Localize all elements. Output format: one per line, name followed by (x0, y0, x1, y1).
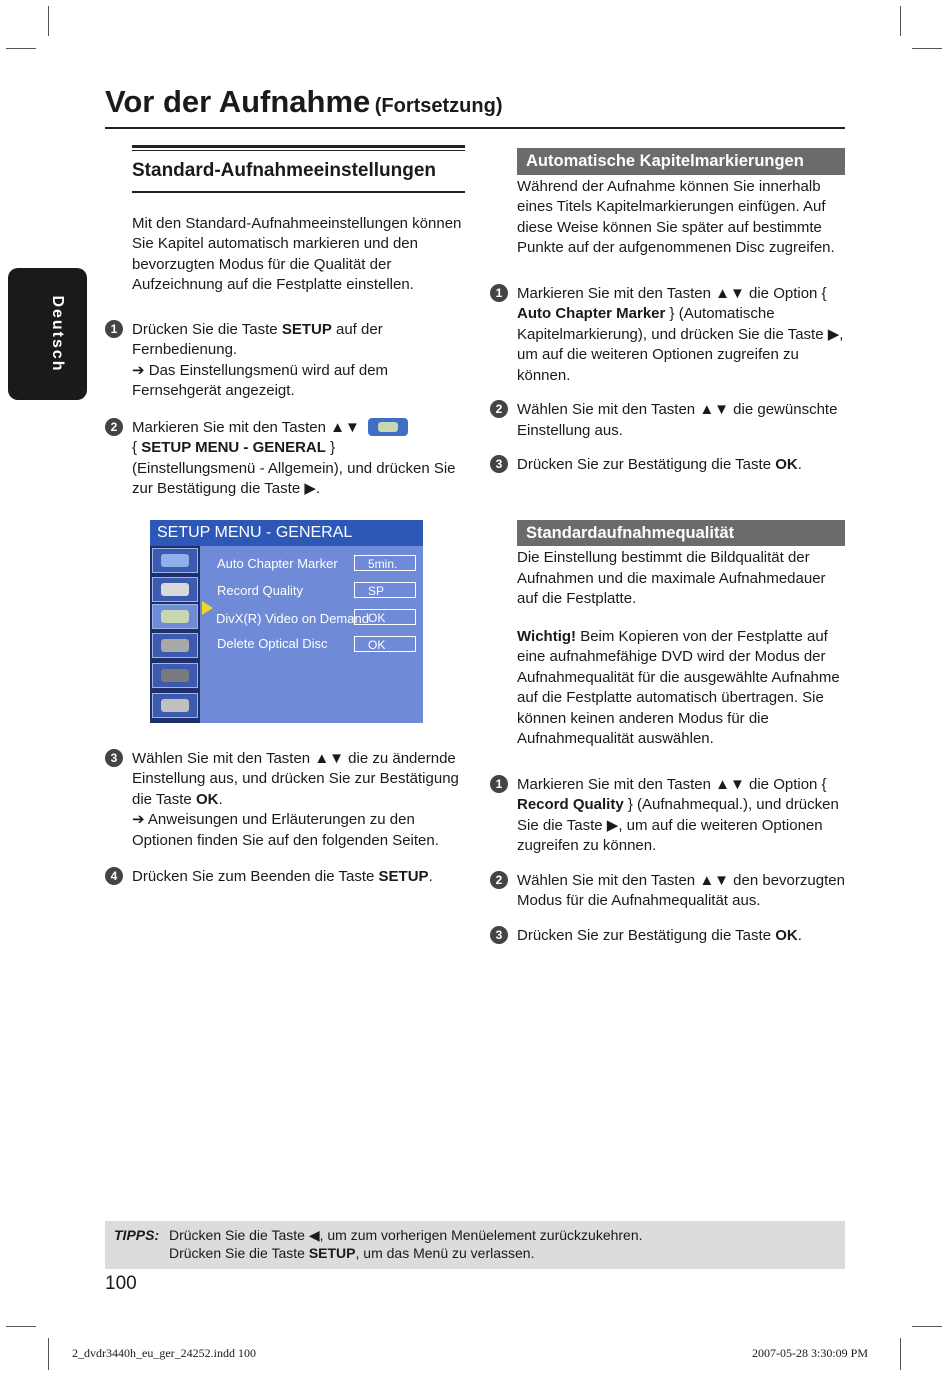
projector-icon (152, 604, 198, 629)
osd-item: DivX(R) Video on Demand (216, 610, 369, 626)
step-number: 4 (105, 867, 123, 885)
osd-value: SP (354, 582, 416, 598)
arrow-icon: ➔ (132, 361, 145, 379)
crop-mark (900, 6, 901, 36)
quality-step-2: 2 Wählen Sie mit den Tasten ▲▼ den bevorzugten Modus für die Aufnahmequalität aus. (490, 871, 845, 912)
crop-mark (48, 1338, 49, 1370)
crop-mark (912, 48, 942, 49)
title-rule (105, 127, 845, 129)
step-number: 3 (490, 926, 508, 944)
step-number: 3 (105, 749, 123, 767)
general-setup-icon (368, 418, 408, 436)
step-4: 4 Drücken Sie zum Beenden die Taste SETUP. (105, 867, 465, 888)
crop-mark (6, 1326, 36, 1327)
tips-text: Drücken Sie die Taste ◀, um zum vorherigen Menüelement zurückzukehren. Drücken Sie die Taste SETUP, um das Menü zu verlassen. (169, 1227, 643, 1261)
clock-icon (152, 577, 198, 602)
left-column (105, 145, 465, 888)
crop-mark (900, 1338, 901, 1370)
setup-menu-screenshot (150, 520, 423, 723)
crop-mark (48, 6, 49, 36)
page-title: Vor der Aufnahme (Fortsetzung) (105, 84, 503, 119)
speaker-icon (152, 633, 198, 658)
osd-header: SETUP MENU - GENERAL (150, 520, 423, 546)
quality-step-3: 3 Drücken Sie zur Bestätigung die Taste OK. (490, 926, 845, 947)
step-number: 3 (490, 455, 508, 473)
osd-item: Record Quality (217, 582, 303, 598)
right-column (490, 148, 845, 946)
step-number: 1 (105, 320, 123, 338)
chapter-step-2: 2 Wählen Sie mit den Tasten ▲▼ die gewünschte Einstellung aus. (490, 400, 845, 441)
quality-step-1: 1 Markieren Sie mit den Tasten ▲▼ die Option { Record Quality } (Aufnahmequal.), und drücken Sie die Taste ▶, um auf die weiteren Optionen zugreifen zu können. (490, 775, 845, 857)
language-tab: Deutsch (8, 268, 87, 400)
chapter-step-3: 3 Drücken Sie zur Bestätigung die Taste OK. (490, 455, 845, 476)
section-heading: Automatische Kapitelmarkierungen (517, 148, 845, 175)
step-number: 1 (490, 775, 508, 793)
step-number: 1 (490, 284, 508, 302)
footer-timestamp: 2007-05-28 3:30:09 PM (752, 1346, 869, 1360)
osd-value: 5min. (354, 555, 416, 571)
intro-text: Mit den Standard-Aufnahmeeinstellungen können Sie Kapitel automatisch markieren und den bevorzugten Modus für die Qualität der Aufzeichnung auf die Festplatte einstellen. (132, 214, 462, 293)
osd-icon-column (150, 546, 200, 723)
important-note: Wichtig! Beim Kopieren von der Festplatte auf eine aufnahmefähige DVD wird der Modus der Aufnahmequalität für die ausgewählte Aufnahme auf die Festplatte automatisch übertragen. Sie können keinen anderen Modus für die Aufnahmequalität auswählen. (517, 627, 840, 747)
section-heading: Standard-Aufnahmeeinstellungen (132, 160, 437, 181)
tips-box (105, 1221, 845, 1269)
tv-icon (152, 663, 198, 688)
osd-value: OK (354, 636, 416, 652)
crop-mark (6, 48, 36, 49)
chapter-step-1: 1 Markieren Sie mit den Tasten ▲▼ die Option { Auto Chapter Marker } (Automatische Kapitelmarkierung), und drücken Sie die Taste ▶, um auf die weiteren Optionen zugreifen zu können. (490, 284, 845, 387)
step-1: 1 Drücken Sie die Taste SETUP auf der Fernbedienung. ➔ Das Einstellungsmenü wird auf dem Fernsehgerät angezeigt. (105, 320, 465, 402)
heading-rule (132, 145, 465, 148)
step-number: 2 (490, 871, 508, 889)
antenna-icon (152, 548, 198, 573)
intro-text: Während der Aufnahme können Sie innerhalb eines Titels Kapitelmarkierungen einfügen. Auf diese Weise können Sie später auf bestimmte Punkte auf der aufgenommenen Disc zugreifen. (517, 177, 835, 256)
page-number: 100 (105, 1273, 137, 1294)
crop-mark (912, 1326, 942, 1327)
intro-text: Die Einstellung bestimmt die Bildqualität der Aufnahmen und die maximale Aufnahmedauer auf die Festplatte. (517, 549, 826, 607)
step-3: 3 Wählen Sie mit den Tasten ▲▼ die zu ändernde Einstellung aus, und drücken Sie zur Bestätigung die Taste OK. ➔ Anweisungen und Erläuterungen zu den Optionen finden Sie auf den folgenden Seiten. (105, 749, 465, 852)
tips-label: TIPPS: (114, 1227, 160, 1243)
footer-file: 2_dvdr3440h_eu_ger_24252.indd 100 (72, 1346, 256, 1360)
disc-icon (152, 693, 198, 718)
osd-item: Delete Optical Disc (217, 635, 328, 651)
section-heading: Standardaufnahmequalität (517, 520, 845, 547)
step-number: 2 (105, 418, 123, 436)
osd-item: Auto Chapter Marker (217, 555, 338, 571)
arrow-icon: ➔ (132, 811, 145, 828)
step-number: 2 (490, 400, 508, 418)
step-2: 2 Markieren Sie mit den Tasten ▲▼ { SETUP MENU - GENERAL } (Einstellungsmenü - Allgemein), und drücken Sie zur Bestätigung die Taste ▶. (105, 418, 465, 500)
osd-value: OK (354, 609, 416, 625)
heading-rule (132, 191, 465, 193)
selection-pointer-icon (202, 601, 213, 615)
left-heading-block (132, 145, 465, 193)
